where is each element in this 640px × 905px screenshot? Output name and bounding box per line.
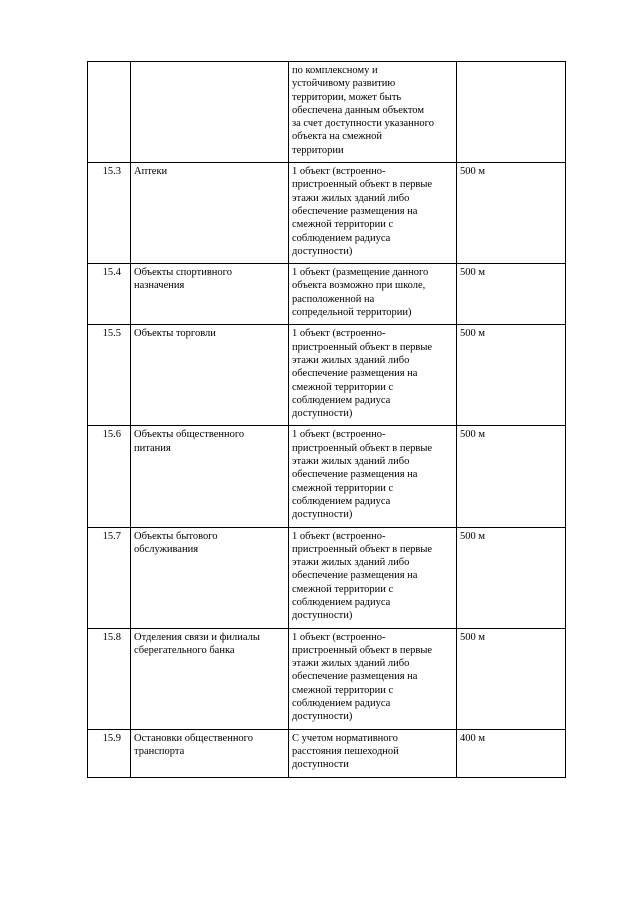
requirement-line: доступности) bbox=[292, 711, 353, 723]
requirement-line: пристроенный объект в первые bbox=[292, 644, 433, 656]
requirement-line: этажи жилых зданий либо bbox=[292, 456, 410, 468]
requirement-cell bbox=[289, 264, 457, 325]
facility-name-line: сберегательного банка bbox=[134, 644, 235, 656]
facility-name-cell bbox=[131, 628, 289, 729]
table-row bbox=[88, 325, 566, 426]
requirement-cell bbox=[289, 325, 457, 426]
facility-name-line: Объекты бытового bbox=[134, 530, 218, 542]
requirement-line: обеспечение размещения на bbox=[292, 570, 418, 582]
accessibility-radius-cell: 500 м bbox=[457, 163, 566, 264]
requirement-line: доступности bbox=[292, 759, 349, 771]
facility-name-cell bbox=[131, 163, 289, 264]
requirement-line: обеспечение размещения на bbox=[292, 469, 418, 481]
requirement-cell bbox=[289, 729, 457, 777]
requirement-cell bbox=[289, 426, 457, 527]
requirement-line: расстояния пешеходной bbox=[292, 745, 399, 757]
requirement-line: этажи жилых зданий либо bbox=[292, 354, 410, 366]
requirement-line: смежной территории с bbox=[292, 482, 394, 494]
accessibility-radius-cell bbox=[457, 62, 566, 163]
requirement-line: объекта на смежной bbox=[292, 131, 382, 143]
requirement-cell bbox=[289, 62, 457, 163]
accessibility-radius-cell: 500 м bbox=[457, 325, 566, 426]
requirement-line: доступности) bbox=[292, 509, 353, 521]
facility-name-cell bbox=[131, 264, 289, 325]
row-number-cell: 15.6 bbox=[88, 426, 131, 527]
facility-name-line: Аптеки bbox=[134, 166, 168, 178]
requirement-cell bbox=[289, 163, 457, 264]
requirement-line: соблюдением радиуса bbox=[292, 394, 391, 406]
requirement-line: 1 объект (размещение данного bbox=[292, 267, 429, 279]
table-row bbox=[88, 628, 566, 729]
requirement-line: пристроенный объект в первые bbox=[292, 341, 433, 353]
requirement-line: 1 объект (встроенно- bbox=[292, 166, 386, 178]
facility-name-cell bbox=[131, 729, 289, 777]
requirement-line: пристроенный объект в первые bbox=[292, 543, 433, 555]
accessibility-radius-cell: 400 м bbox=[457, 729, 566, 777]
norms-table bbox=[87, 61, 566, 778]
requirement-line: обеспечена данным объектом bbox=[292, 104, 424, 116]
requirement-line: обеспечение размещения на bbox=[292, 205, 418, 217]
requirement-line: территории bbox=[292, 144, 344, 156]
facility-name-cell bbox=[131, 426, 289, 527]
requirement-line: соблюдением радиуса bbox=[292, 495, 391, 507]
requirement-line: расположенной на bbox=[292, 293, 375, 305]
requirement-line: за счет доступности указанного bbox=[292, 118, 434, 130]
requirement-line: территории, может быть bbox=[292, 91, 402, 103]
requirement-line: по комплексному и bbox=[292, 65, 378, 76]
table-row bbox=[88, 163, 566, 264]
requirement-line: доступности) bbox=[292, 610, 353, 622]
row-number-cell: 15.5 bbox=[88, 325, 131, 426]
facility-name-line: транспорта bbox=[134, 745, 185, 757]
table-row bbox=[88, 62, 566, 163]
accessibility-radius-cell: 500 м bbox=[457, 426, 566, 527]
requirement-line: доступности) bbox=[292, 408, 353, 420]
requirement-line: смежной территории с bbox=[292, 583, 394, 595]
requirement-line: смежной территории с bbox=[292, 684, 394, 696]
requirement-line: 1 объект (встроенно- bbox=[292, 631, 386, 643]
requirement-cell bbox=[289, 527, 457, 628]
facility-name-line: назначения bbox=[134, 280, 185, 292]
row-number-cell: 15.7 bbox=[88, 527, 131, 628]
requirement-cell bbox=[289, 628, 457, 729]
table-row bbox=[88, 426, 566, 527]
table-row bbox=[88, 264, 566, 325]
requirement-line: доступности) bbox=[292, 245, 353, 257]
row-number-cell: 15.9 bbox=[88, 729, 131, 777]
requirement-line: 1 объект (встроенно- bbox=[292, 328, 386, 340]
requirement-line: смежной территории с bbox=[292, 381, 394, 393]
facility-name-line: Объекты торговли bbox=[134, 328, 216, 340]
facility-name-line: питания bbox=[134, 442, 171, 454]
requirement-line: смежной территории с bbox=[292, 219, 394, 231]
facility-name-line: Объекты спортивного bbox=[134, 267, 232, 279]
requirement-line: 1 объект (встроенно- bbox=[292, 429, 386, 441]
row-number-cell bbox=[88, 62, 131, 163]
accessibility-radius-cell: 500 м bbox=[457, 527, 566, 628]
requirement-line: обеспечение размещения на bbox=[292, 368, 418, 380]
requirement-line: этажи жилых зданий либо bbox=[292, 658, 410, 670]
requirement-line: сопредельной территории) bbox=[292, 307, 412, 319]
row-number-cell: 15.8 bbox=[88, 628, 131, 729]
facility-name-cell bbox=[131, 62, 289, 163]
requirement-line: устойчивому развитию bbox=[292, 78, 396, 90]
requirement-line: этажи жилых зданий либо bbox=[292, 557, 410, 569]
facility-name-cell bbox=[131, 325, 289, 426]
requirement-line: пристроенный объект в первые bbox=[292, 179, 433, 191]
facility-name-line: Объекты общественного bbox=[134, 429, 245, 441]
requirement-line: пристроенный объект в первые bbox=[292, 442, 433, 454]
facility-name-line: Отделения связи и филиалы bbox=[134, 631, 260, 643]
requirement-line: объекта возможно при школе, bbox=[292, 280, 426, 292]
row-number-cell: 15.3 bbox=[88, 163, 131, 264]
requirement-line: обеспечение размещения на bbox=[292, 671, 418, 683]
requirement-line: соблюдением радиуса bbox=[292, 596, 391, 608]
norms-table-body bbox=[88, 62, 566, 778]
accessibility-radius-cell: 500 м bbox=[457, 628, 566, 729]
requirement-line: этажи жилых зданий либо bbox=[292, 192, 410, 204]
row-number-cell: 15.4 bbox=[88, 264, 131, 325]
table-row bbox=[88, 527, 566, 628]
accessibility-radius-cell: 500 м bbox=[457, 264, 566, 325]
requirement-line: соблюдением радиуса bbox=[292, 232, 391, 244]
facility-name-line: Остановки общественного bbox=[134, 732, 253, 744]
facility-name-line: обслуживания bbox=[134, 543, 199, 555]
table-row bbox=[88, 729, 566, 777]
requirement-line: 1 объект (встроенно- bbox=[292, 530, 386, 542]
facility-name-cell bbox=[131, 527, 289, 628]
requirement-line: С учетом нормативного bbox=[292, 732, 398, 744]
requirement-line: соблюдением радиуса bbox=[292, 698, 391, 710]
